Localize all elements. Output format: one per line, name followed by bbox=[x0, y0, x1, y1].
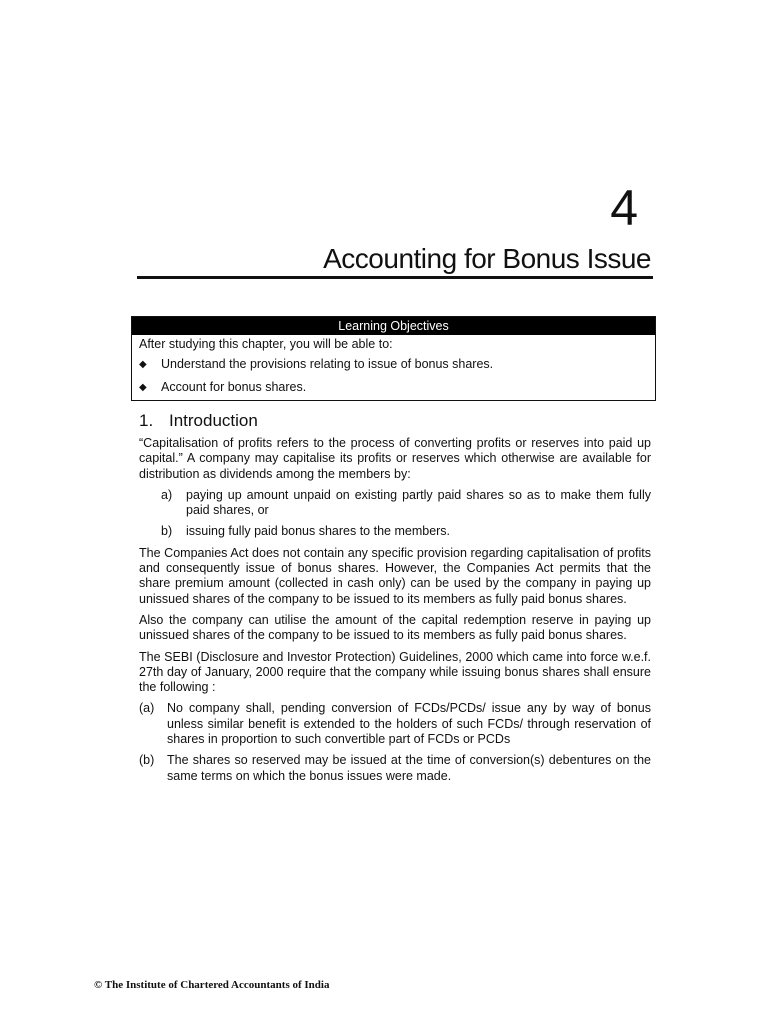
list-item bbox=[139, 488, 651, 519]
title-rule bbox=[137, 276, 653, 279]
learning-objectives-body bbox=[132, 335, 655, 400]
paragraph: “Capitalisation of profits refers to the process of converting profits or reserves into paid up capital.” A company may capitalise its profits or reserves which otherwise are available for distribution as dividends among the members by: bbox=[139, 436, 651, 481]
body-content bbox=[139, 436, 651, 790]
section-number: 1. bbox=[139, 411, 154, 430]
list-text: The shares so reserved may be issued at the time of conversion(s) debentures on the same terms on which the bonus issues were made. bbox=[167, 753, 651, 783]
learning-objectives-box bbox=[131, 316, 656, 401]
objectives-intro: After studying this chapter, you will be able to: bbox=[139, 337, 393, 351]
list-label: (b) bbox=[139, 753, 155, 768]
list-label: a) bbox=[161, 487, 173, 502]
paragraph: Also the company can utilise the amount of the capital redemption reserve in paying up unissued shares of the company to be issued to its members as fully paid bonus shares. bbox=[139, 612, 651, 643]
list-item bbox=[139, 524, 651, 539]
list-item bbox=[139, 701, 651, 747]
list-text: paying up amount unpaid on existing partly paid shares so as to make them fully paid shares, or bbox=[186, 487, 651, 518]
paragraph: The SEBI (Disclosure and Investor Protection) Guidelines, 2000 which came into force w.e.f. 27th day of January, 2000 require that the company while issuing bonus shares shall ensure the following : bbox=[139, 649, 651, 695]
objective-text: Account for bonus shares. bbox=[161, 380, 307, 394]
section-title: Introduction bbox=[169, 411, 258, 430]
copyright-footer: © The Institute of Chartered Accountants of India bbox=[94, 979, 330, 991]
list-text: No company shall, pending conversion of FCDs/PCDs/ issue any by way of bonus unless similar benefit is extended to the holders of such FCDs/ through reservation of shares in proportion to such convertible part of FCDs or PCDs bbox=[167, 701, 651, 747]
learning-objectives-header: Learning Objectives bbox=[132, 317, 655, 335]
list-label: (a) bbox=[139, 701, 155, 716]
chapter-title: Accounting for Bonus Issue bbox=[323, 243, 651, 274]
diamond-bullet-icon: ◆ bbox=[139, 359, 147, 370]
section-heading bbox=[139, 410, 258, 432]
list-label: b) bbox=[161, 524, 173, 539]
list-item bbox=[139, 753, 651, 784]
chapter-number: 4 bbox=[610, 180, 638, 236]
paragraph: The Companies Act does not contain any specific provision regarding capitalisation of profits and consequently issue of bonus shares. However, the Companies Act permits that the share premium amount (collected in cash only) can be used by the company in paying up unissued shares of the company to be issued to its members as fully paid bonus shares. bbox=[139, 545, 651, 606]
objective-text: Understand the provisions relating to issue of bonus shares. bbox=[161, 357, 494, 371]
list-text: issuing fully paid bonus shares to the members. bbox=[186, 524, 451, 539]
diamond-bullet-icon: ◆ bbox=[139, 382, 147, 393]
objective-item bbox=[139, 353, 648, 376]
objective-item bbox=[139, 376, 648, 399]
